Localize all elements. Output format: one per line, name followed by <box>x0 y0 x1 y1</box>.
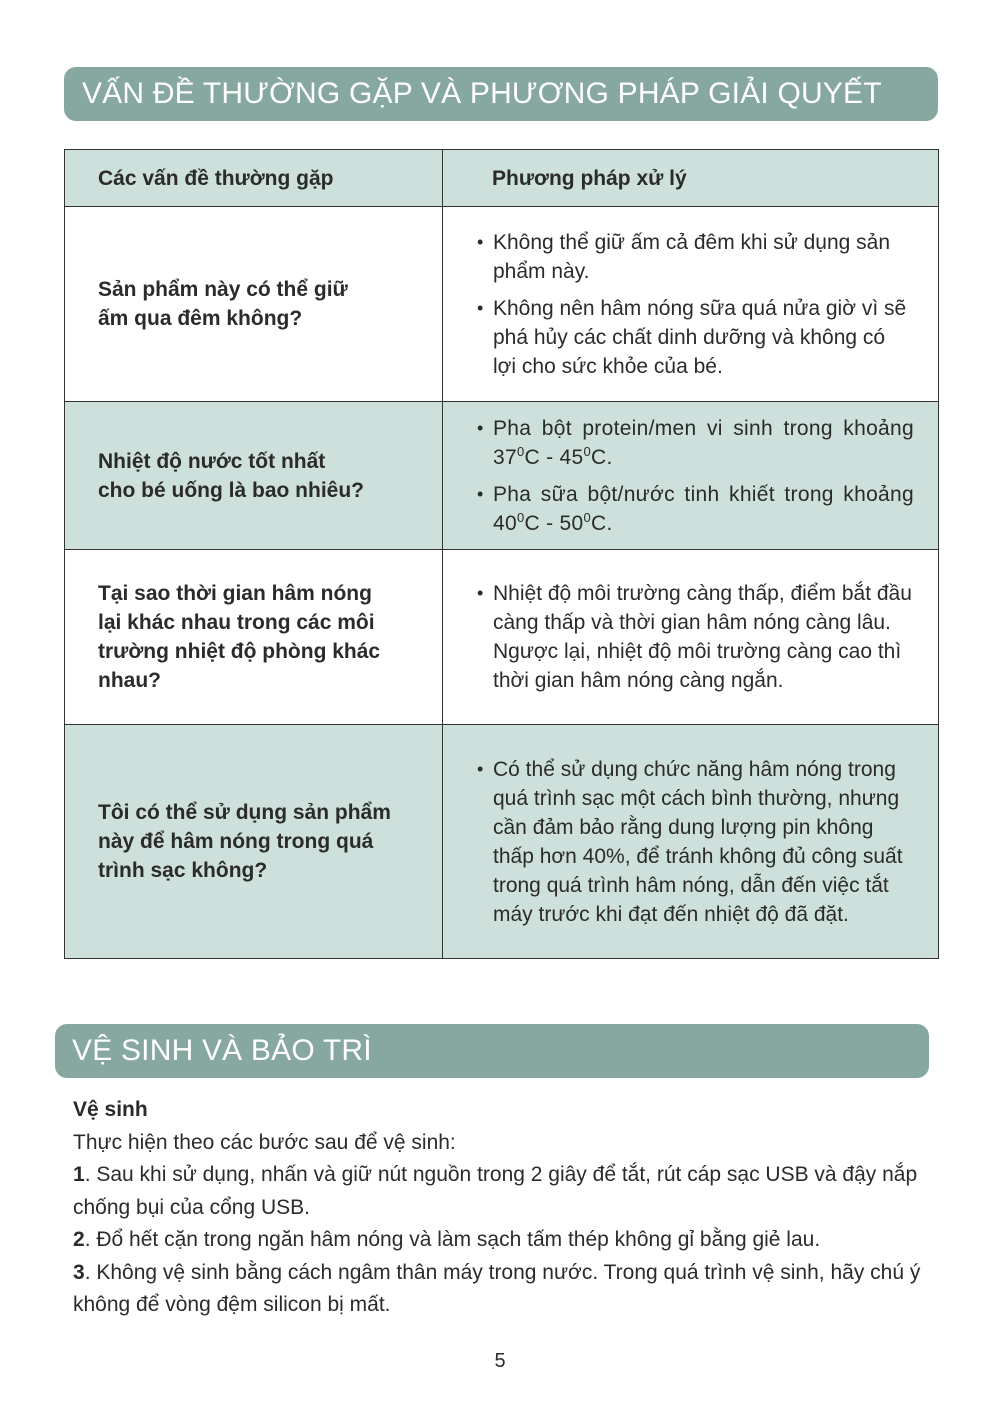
list-item: • Pha sữa bột/nước tinh khiết trong khoảng $40^0C - 50^0C$. <box>477 480 914 538</box>
answer-cell <box>443 550 939 725</box>
step-item <box>73 1257 943 1322</box>
bullet-icon: • <box>477 583 484 603</box>
bullet-icon: • <box>477 417 484 438</box>
column-header-problems: Các vấn đề thường gặp <box>65 150 443 207</box>
step-text: . Không vệ sinh bằng cách ngâm thân máy trong nước. Trong quá trình vệ sinh, hãy chú ý không để vòng đệm silicon bị mất. <box>73 1260 921 1316</box>
column-header-solutions: Phương pháp xử lý <box>443 150 939 207</box>
step-item <box>73 1159 943 1224</box>
step-text: . Sau khi sử dụng, nhấn và giữ nút nguồn trong 2 giây để tắt, rút cáp sạc USB và đậy nắp chống bụi của cổng USB. <box>73 1163 918 1219</box>
table-row <box>65 207 939 402</box>
answer-cell <box>443 207 939 402</box>
step-text: . Đổ hết cặn trong ngăn hâm nóng và làm sạch tấm thép không gỉ bằng giẻ lau. <box>84 1228 821 1251</box>
bullet-icon: • <box>477 758 484 779</box>
intro-text: Thực hiện theo các bước sau để vệ sinh: <box>73 1130 456 1154</box>
bullet-icon: • <box>477 297 484 318</box>
table-row <box>65 402 939 550</box>
list-item: • Pha bột protein/men vi sinh trong khoảng $37^0C - 45^0C$. <box>477 414 914 472</box>
question-cell <box>65 207 443 402</box>
question-text: Sản phẩm này có thể giữ ấm qua đêm không? <box>98 278 348 330</box>
question-text: Tại sao thời gian hâm nóng lại khác nhau trong các môi trường nhiệt độ phòng khác nhau? <box>98 582 381 692</box>
page-number: 5 <box>494 1350 506 1372</box>
answer-cell <box>443 725 939 959</box>
question-cell <box>65 402 443 550</box>
question-cell <box>65 725 443 959</box>
table-row <box>65 550 939 725</box>
list-item: • Nhiệt độ môi trường càng thấp, điểm bắt đầu càng thấp và thời gian hâm nóng càng lâu. Ngược lại, nhiệt độ môi trường càng cao thì thời gian hâm nóng càng ngắn. <box>477 579 914 695</box>
bullet-icon: • <box>477 231 484 252</box>
step-number: 3 <box>73 1260 85 1284</box>
faq-table <box>64 149 939 959</box>
list-item: • Có thể sử dụng chức năng hâm nóng trong quá trình sạc một cách bình thường, nhưng cần đảm bảo rằng dung lượng pin không thấp hơn 40%, để tránh không đủ công suất trong quá trình hâm nóng, dẫn đến việc tắt máy trước khi đạt đến nhiệt độ đã đặt. <box>477 755 914 929</box>
section-heading-cleaning: VỆ SINH VÀ BẢO TRÌ <box>55 1024 929 1078</box>
bullet-icon: • <box>477 483 484 504</box>
cleaning-section <box>73 1094 943 1322</box>
table-header-row <box>65 150 939 207</box>
section-heading-troubleshooting: VẤN ĐỀ THƯỜNG GẶP VÀ PHƯƠNG PHÁP GIẢI QUYẾT <box>64 67 938 121</box>
step-item <box>73 1224 943 1257</box>
step-number: 2 <box>73 1228 85 1251</box>
step-number: 1 <box>73 1163 85 1186</box>
answer-cell <box>443 402 939 550</box>
table-row <box>65 725 939 959</box>
list-item: • Không nên hâm nóng sữa quá nửa giờ vì sẽ phá hủy các chất dinh dưỡng và không có lợi cho sức khỏe của bé. <box>477 294 914 381</box>
question-text: Tôi có thể sử dụng sản phẩm này để hâm nóng trong quá trình sạc không? <box>98 801 391 882</box>
list-item: • Không thể giữ ấm cả đêm khi sử dụng sản phẩm này. <box>477 228 914 286</box>
question-text: Nhiệt độ nước tốt nhất cho bé uống là bao nhiêu? <box>98 449 364 502</box>
subheading-cleaning: Vệ sinh <box>73 1098 148 1121</box>
question-cell <box>65 550 443 725</box>
